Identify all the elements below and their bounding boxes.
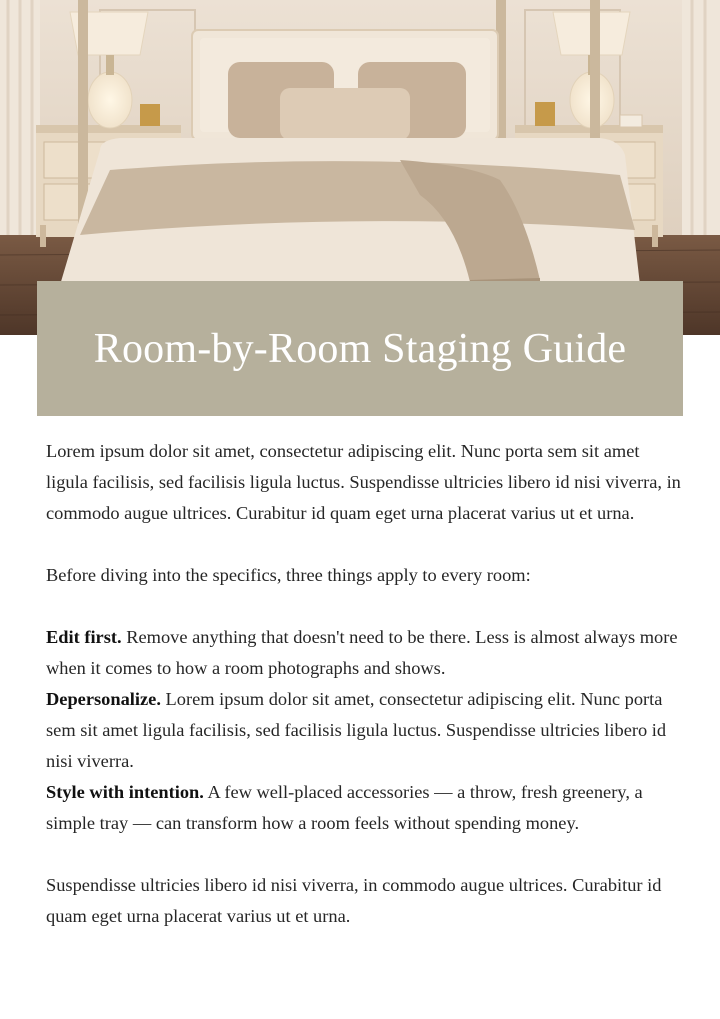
tip-heading: Edit first. <box>46 627 122 647</box>
spacer <box>46 591 682 622</box>
tip-heading: Style with intention. <box>46 782 204 802</box>
guide-body <box>46 436 682 932</box>
title-band <box>37 281 683 416</box>
intro-paragraph: Lorem ipsum dolor sit amet, consectetur adipiscing elit. Nunc porta sem sit amet ligula facilisis, sed facilisis ligula luctus. Suspendisse ultricies libero id nisi viverra, in commodo augue ultrices. Curabitur id quam eget urna placerat varius ut et urna. <box>46 441 681 523</box>
spacer <box>46 529 682 560</box>
closing-paragraph: Suspendisse ultricies libero id nisi viverra, in commodo augue ultrices. Curabitur id quam eget urna placerat varius ut et urna. <box>46 875 662 926</box>
tip-edit-first <box>46 622 682 684</box>
lead-in-paragraph: Before diving into the specifics, three things apply to every room: <box>46 565 531 585</box>
tip-text: Remove anything that doesn't need to be there. Less is almost always more when it comes to how a room photographs and shows. <box>46 627 678 678</box>
tip-style-with-intention <box>46 777 682 839</box>
tip-text: Lorem ipsum dolor sit amet, consectetur adipiscing elit. Nunc porta sem sit amet ligula facilisis, sed facilisis ligula luctus. Suspendisse ultricies libero id nisi viverra. <box>46 689 667 771</box>
spacer <box>46 839 682 870</box>
tip-text: A few well-placed accessories — a throw, fresh greenery, a simple tray — can transform how a room feels without spending money. <box>46 782 643 833</box>
tip-heading: Depersonalize. <box>46 689 161 709</box>
tip-depersonalize <box>46 684 682 777</box>
page-title: Room-by-Room Staging Guide <box>93 325 627 372</box>
